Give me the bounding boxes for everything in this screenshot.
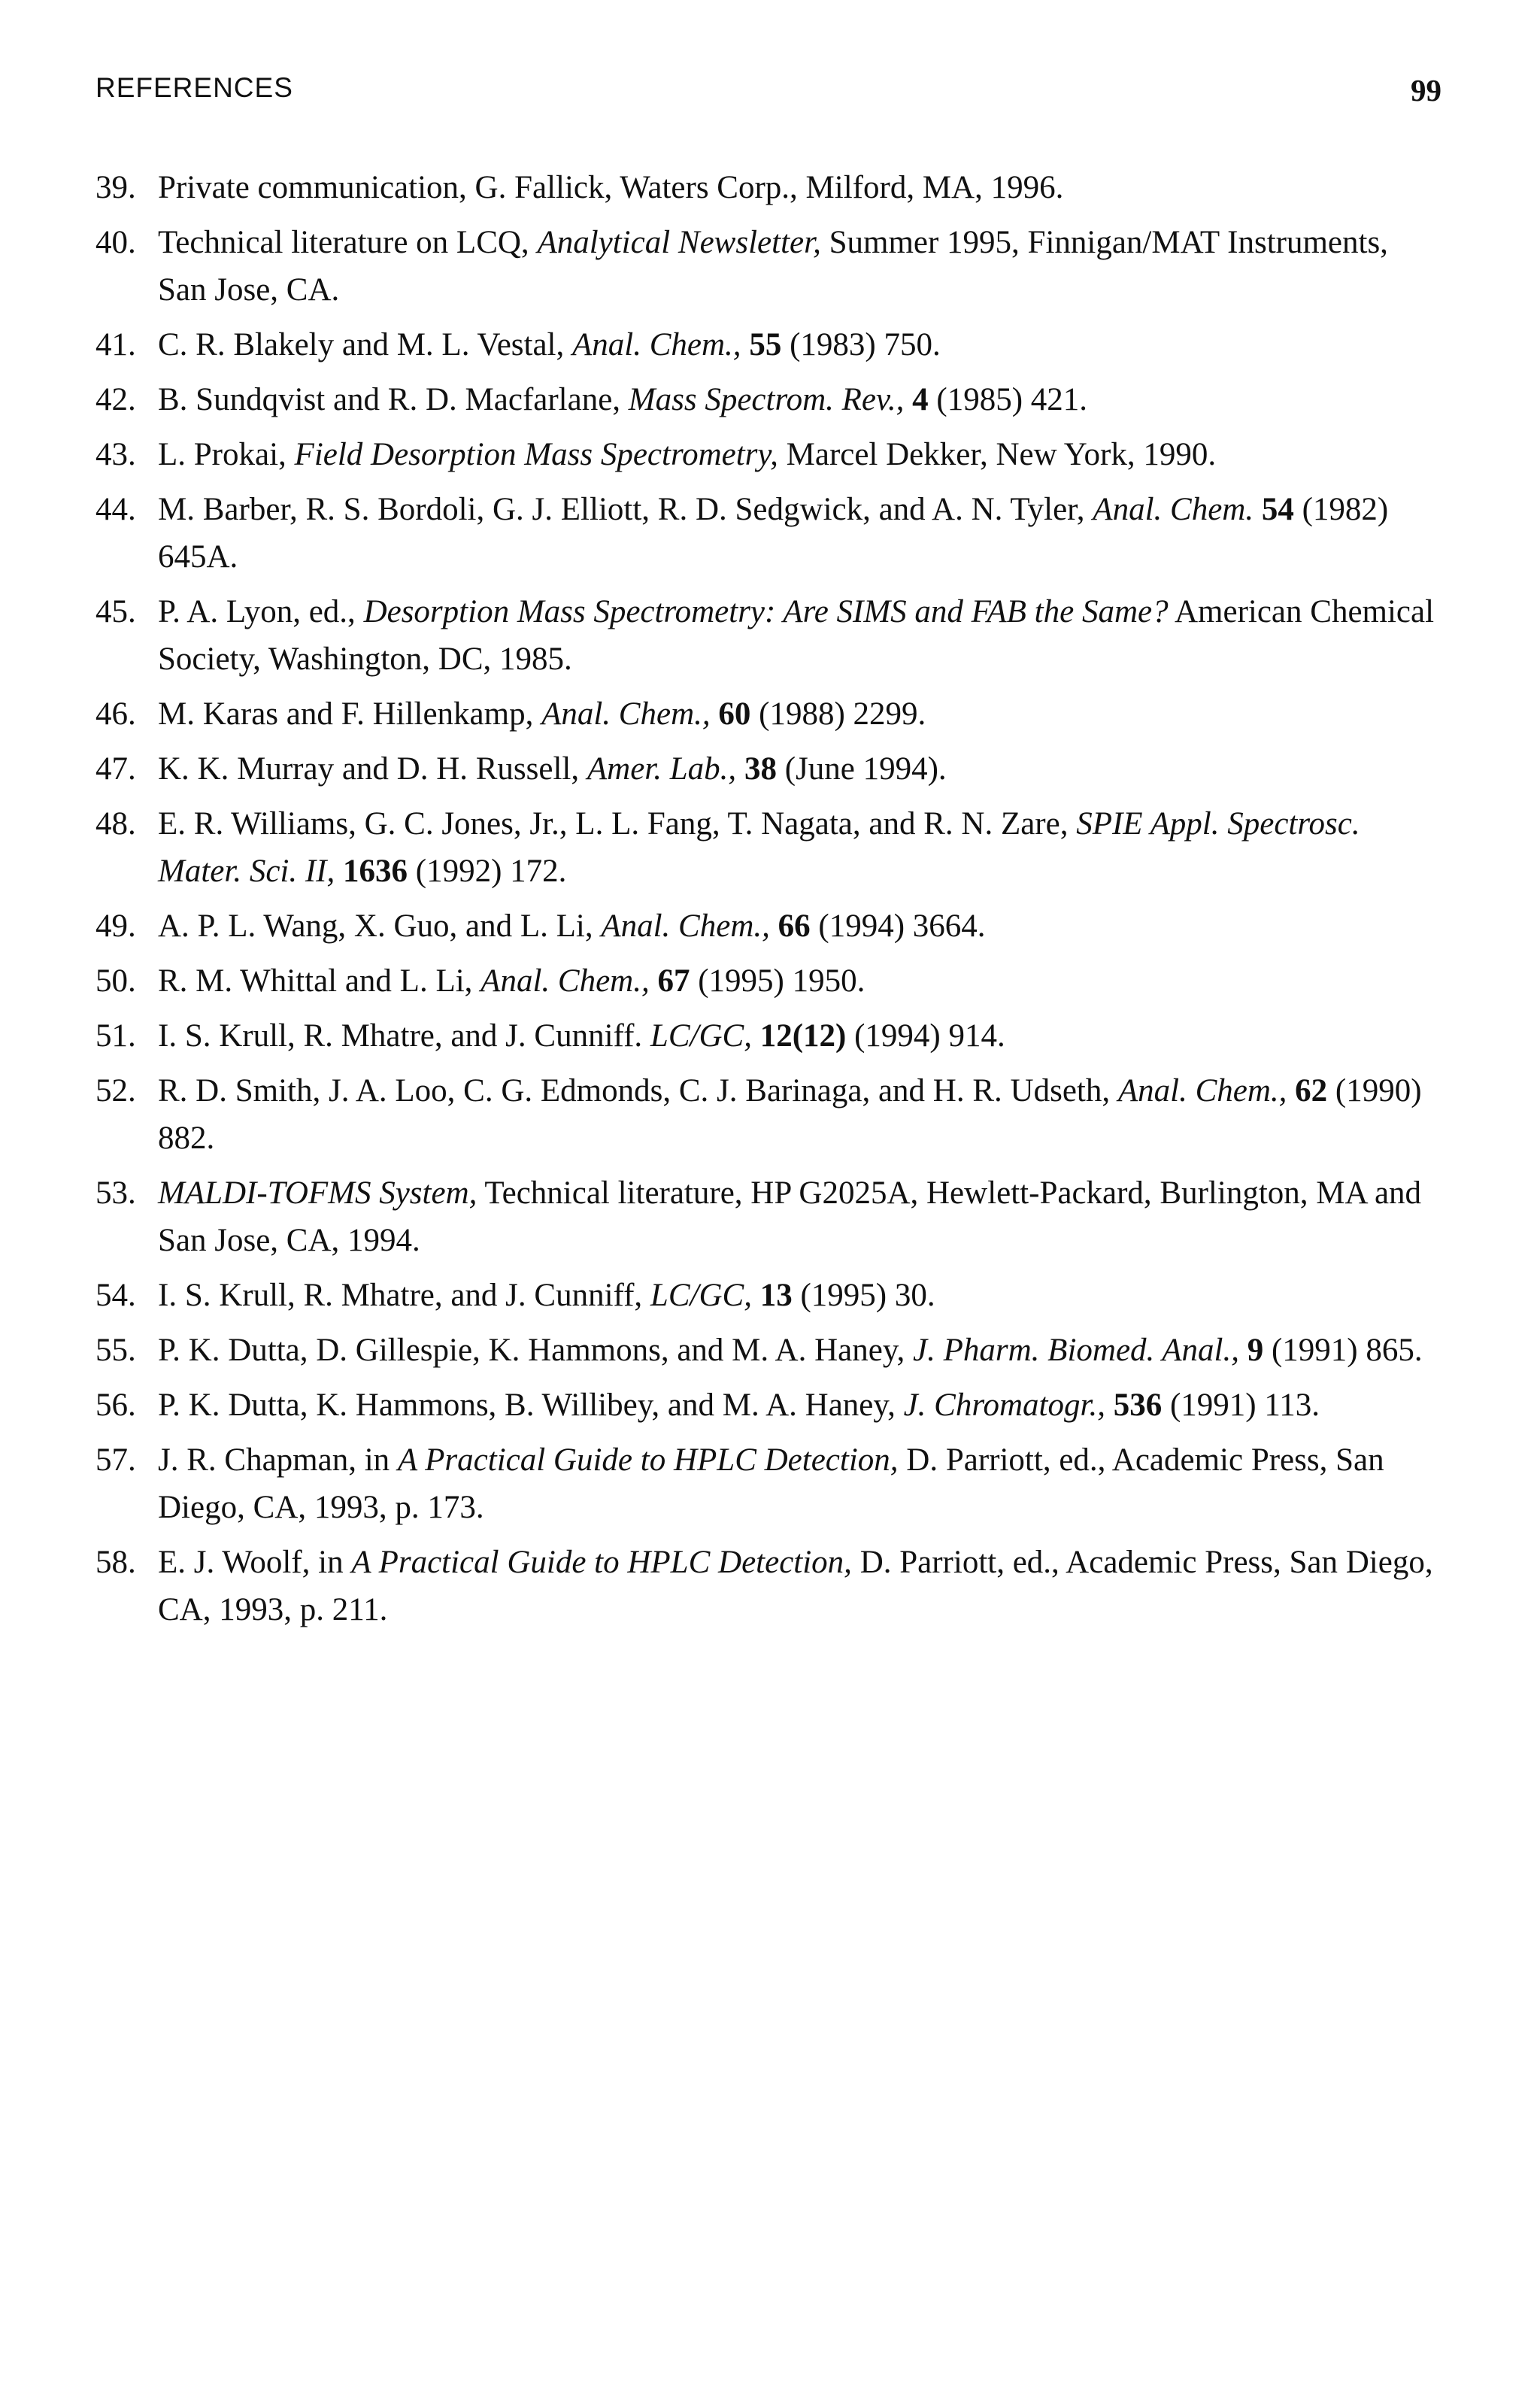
reference-text — [158, 382, 1087, 417]
reference-segment: E. J. Woolf, in — [158, 1545, 352, 1580]
reference-item — [95, 957, 1441, 1005]
reference-segment: (1994) 914. — [846, 1018, 1005, 1054]
reference-text — [158, 225, 1388, 308]
reference-text — [158, 1333, 1423, 1368]
reference-volume: 66 — [778, 908, 811, 944]
reference-list — [95, 164, 1441, 1633]
reference-segment — [770, 908, 778, 944]
reference-number: 52. — [95, 1073, 136, 1108]
reference-segment — [1287, 1073, 1295, 1108]
reference-number: 49. — [95, 908, 136, 944]
reference-title: A Practical Guide to HPLC Detection, — [351, 1545, 852, 1580]
reference-segment: P. K. Dutta, K. Hammons, B. Willibey, and M. A. Haney, — [158, 1388, 904, 1423]
reference-segment: (1991) 865. — [1263, 1333, 1423, 1368]
reference-item — [95, 164, 1441, 211]
reference-item — [95, 1169, 1441, 1264]
reference-text — [158, 327, 941, 362]
reference-number: 58. — [95, 1545, 136, 1580]
reference-segment: D. Parriott, ed., Academic Press, San Diego, CA, 1993, p. 211. — [158, 1545, 1433, 1627]
reference-title: A Practical Guide to HPLC Detection, — [397, 1442, 899, 1478]
reference-item — [95, 800, 1441, 895]
reference-volume: 55 — [749, 327, 782, 362]
reference-segment — [752, 1278, 760, 1313]
reference-segment: Technical literature on LCQ, — [158, 225, 538, 260]
reference-segment: A. P. L. Wang, X. Guo, and L. Li, — [158, 908, 602, 944]
reference-segment: M. Karas and F. Hillenkamp, — [158, 696, 542, 732]
reference-title: LC/GC, — [650, 1278, 752, 1313]
reference-segment: (1991) 113. — [1162, 1388, 1320, 1423]
reference-text — [158, 1018, 1005, 1054]
reference-segment: P. K. Dutta, D. Gillespie, K. Hammons, and M. A. Haney, — [158, 1333, 914, 1368]
reference-segment: K. K. Murray and D. H. Russell, — [158, 751, 587, 787]
reference-number: 39. — [95, 170, 136, 205]
reference-title: SPIE Appl. Spectrosc. Mater. Sci. II, — [158, 806, 1360, 889]
reference-text — [158, 696, 926, 732]
reference-item — [95, 1539, 1441, 1633]
reference-volume: 60 — [718, 696, 751, 732]
reference-segment: C. R. Blakely and M. L. Vestal, — [158, 327, 573, 362]
reference-item — [95, 431, 1441, 478]
reference-item — [95, 1012, 1441, 1060]
running-head-section: REFERENCES — [95, 72, 293, 103]
reference-number: 48. — [95, 806, 136, 842]
reference-segment: P. A. Lyon, ed., — [158, 594, 364, 629]
reference-title: J. Pharm. Biomed. Anal., — [913, 1333, 1239, 1368]
reference-segment: (1985) 421. — [928, 382, 1088, 417]
reference-volume: 13 — [759, 1278, 793, 1313]
reference-number: 57. — [95, 1442, 136, 1478]
reference-segment: American Chemical Society, Washington, DC, 1985. — [158, 594, 1435, 677]
reference-title: LC/GC, — [650, 1018, 752, 1054]
reference-item — [95, 321, 1441, 368]
reference-segment: J. R. Chapman, in — [158, 1442, 398, 1478]
reference-segment: (1988) 2299. — [750, 696, 926, 732]
reference-number: 41. — [95, 327, 136, 362]
reference-segment — [1239, 1333, 1247, 1368]
reference-title: Anal. Chem., — [572, 327, 741, 362]
reference-volume: 536 — [1113, 1388, 1163, 1423]
reference-item — [95, 219, 1441, 314]
reference-segment: Technical literature, HP G2025A, Hewlett-Packard, Burlington, MA and San Jose, CA, 1994. — [158, 1175, 1422, 1258]
reference-text — [158, 1278, 935, 1313]
reference-item — [95, 486, 1441, 581]
reference-segment: Marcel Dekker, New York, 1990. — [778, 437, 1217, 472]
reference-segment: (1990) 882. — [158, 1073, 1422, 1156]
reference-segment: (1992) 172. — [408, 854, 567, 889]
reference-title: Analytical Newsletter, — [537, 225, 821, 260]
reference-number: 56. — [95, 1388, 136, 1423]
reference-item — [95, 745, 1441, 793]
reference-item — [95, 902, 1441, 950]
reference-number: 40. — [95, 225, 136, 260]
reference-number: 46. — [95, 696, 136, 732]
reference-item — [95, 690, 1441, 738]
reference-volume: 12(12) — [759, 1018, 847, 1054]
reference-text — [158, 594, 1434, 677]
reference-text — [158, 1175, 1421, 1258]
reference-title: Mass Spectrom. Rev., — [628, 382, 905, 417]
reference-title: MALDI-TOFMS System, — [158, 1175, 477, 1211]
reference-segment: D. Parriott, ed., Academic Press, San Diego, CA, 1993, p. 173. — [158, 1442, 1384, 1525]
reference-segment: I. S. Krull, R. Mhatre, and J. Cunniff, — [158, 1278, 650, 1313]
reference-segment — [1254, 492, 1262, 527]
reference-segment: R. M. Whittal and L. Li, — [158, 963, 481, 999]
reference-segment: Private communication, G. Fallick, Waters Corp., Milford, MA, 1996. — [158, 170, 1064, 205]
reference-number: 42. — [95, 382, 136, 417]
reference-segment — [711, 696, 719, 732]
reference-number: 53. — [95, 1175, 136, 1211]
reference-segment: (1995) 1950. — [690, 963, 865, 999]
running-head — [95, 72, 1441, 117]
reference-number: 45. — [95, 594, 136, 629]
reference-number: 44. — [95, 492, 136, 527]
reference-text — [158, 1388, 1320, 1423]
reference-segment: R. D. Smith, J. A. Loo, C. G. Edmonds, C. J. Barinaga, and H. R. Udseth, — [158, 1073, 1118, 1108]
reference-segment: (June 1994). — [776, 751, 947, 787]
reference-item — [95, 1327, 1441, 1374]
reference-segment: Summer 1995, Finnigan/MAT Instruments, San Jose, CA. — [158, 225, 1388, 308]
reference-segment: B. Sundqvist and R. D. Macfarlane, — [158, 382, 629, 417]
reference-number: 47. — [95, 751, 136, 787]
reference-text — [158, 170, 1063, 205]
reference-item — [95, 1067, 1441, 1162]
reference-title: Amer. Lab., — [587, 751, 737, 787]
page-number: 99 — [1411, 73, 1441, 108]
reference-segment — [904, 382, 912, 417]
reference-title: Anal. Chem., — [541, 696, 711, 732]
reference-title: Anal. Chem., — [1117, 1073, 1287, 1108]
reference-item — [95, 1381, 1441, 1429]
reference-volume: 1636 — [343, 854, 408, 889]
reference-volume: 38 — [744, 751, 777, 787]
reference-item — [95, 1272, 1441, 1319]
reference-text — [158, 1073, 1422, 1156]
reference-segment: (1982) 645A. — [158, 492, 1389, 575]
reference-segment: I. S. Krull, R. Mhatre, and J. Cunniff. — [158, 1018, 650, 1054]
reference-volume: 4 — [912, 382, 929, 417]
reference-title: Anal. Chem. — [1093, 492, 1254, 527]
reference-segment — [741, 327, 750, 362]
reference-volume: 9 — [1247, 1333, 1264, 1368]
reference-text — [158, 963, 865, 999]
reference-segment — [752, 1018, 760, 1054]
reference-number: 43. — [95, 437, 136, 472]
reference-item — [95, 376, 1441, 423]
reference-number: 50. — [95, 963, 136, 999]
reference-volume: 67 — [657, 963, 690, 999]
reference-segment: (1994) 3664. — [810, 908, 986, 944]
reference-text — [158, 437, 1216, 472]
reference-segment: (1983) 750. — [781, 327, 941, 362]
reference-number: 51. — [95, 1018, 136, 1054]
reference-segment: E. R. Williams, G. C. Jones, Jr., L. L. Fang, T. Nagata, and R. N. Zare, — [158, 806, 1077, 842]
reference-segment — [650, 963, 658, 999]
reference-segment: M. Barber, R. S. Bordoli, G. J. Elliott, R. D. Sedgwick, and A. N. Tyler, — [158, 492, 1093, 527]
reference-title: J. Chromatogr., — [903, 1388, 1105, 1423]
reference-text — [158, 1545, 1433, 1627]
reference-segment: L. Prokai, — [158, 437, 295, 472]
reference-text — [158, 492, 1388, 575]
reference-item — [95, 1436, 1441, 1531]
reference-text — [158, 1442, 1384, 1525]
reference-number: 55. — [95, 1333, 136, 1368]
reference-segment — [1105, 1388, 1114, 1423]
reference-segment: (1995) 30. — [792, 1278, 935, 1313]
reference-segment — [736, 751, 744, 787]
reference-text — [158, 908, 986, 944]
reference-segment — [335, 854, 343, 889]
reference-number: 54. — [95, 1278, 136, 1313]
reference-volume: 62 — [1295, 1073, 1328, 1108]
reference-item — [95, 588, 1441, 683]
reference-title: Anal. Chem., — [601, 908, 770, 944]
reference-text — [158, 806, 1360, 889]
reference-title: Desorption Mass Spectrometry: Are SIMS and FAB the Same? — [363, 594, 1169, 629]
reference-text — [158, 751, 947, 787]
reference-title: Anal. Chem., — [480, 963, 650, 999]
reference-title: Field Desorption Mass Spectrometry, — [294, 437, 778, 472]
reference-volume: 54 — [1261, 492, 1294, 527]
